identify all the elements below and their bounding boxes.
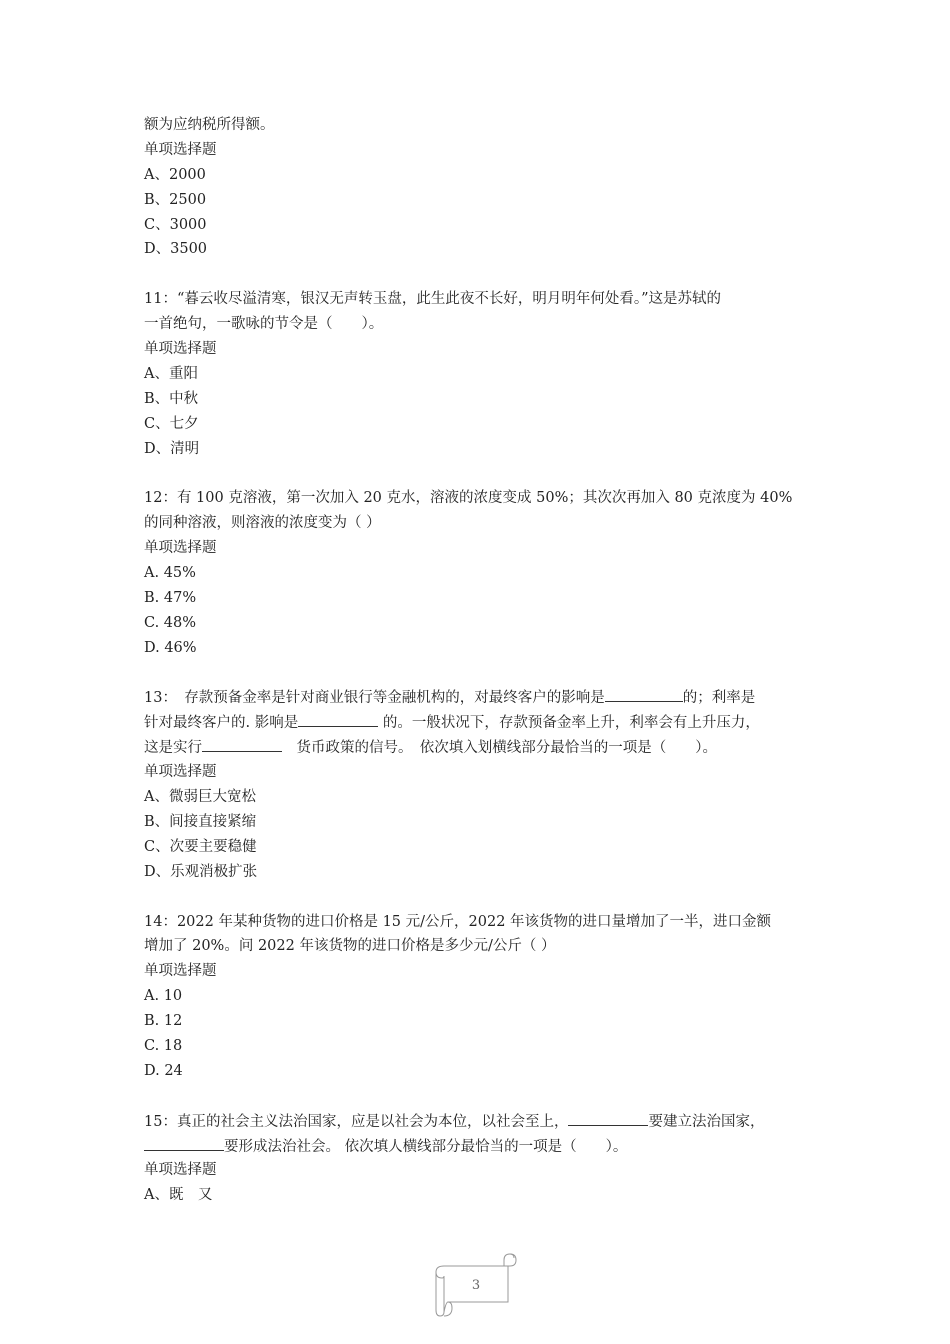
question-text-line: 的同种溶液，则溶液的浓度变为（ ） (144, 515, 381, 532)
question-text: 的。一般状况下，存款预备金率上升，利率会有上升压力， (378, 715, 760, 732)
question-12 (144, 486, 814, 660)
option-b: B. 12 (144, 1013, 183, 1030)
option-b: B、2500 (144, 191, 207, 208)
option-a: A、微弱巨大宽松 (144, 789, 256, 806)
option-c: C、3000 (144, 216, 207, 233)
question-14 (144, 910, 814, 1084)
option-d: D. 24 (144, 1062, 183, 1079)
question-text-line: 11：“暮云收尽溢清寒，银汉无声转玉盘，此生此夜不长好，明月明年何处看。”这是苏轼的 (144, 291, 722, 308)
question-15 (144, 1109, 814, 1209)
option-b: B、中秋 (144, 390, 199, 407)
question-text-line (144, 710, 814, 735)
intro-line: 额为应纳税所得额。 (144, 117, 275, 133)
fill-blank (144, 1134, 224, 1151)
option-c: C、七夕 (144, 415, 199, 432)
question-text: 要形成法治社会。 依次填人横线部分最恰当的一项是（ ）。 (224, 1138, 628, 1155)
question-text-line (144, 1134, 814, 1159)
question-text: 针对最终客户的. 影响是 (144, 715, 299, 732)
question-type: 单项选择题 (144, 341, 217, 358)
option-c: C、次要主要稳健 (144, 838, 257, 855)
question-11 (144, 287, 814, 461)
question-type: 单项选择题 (144, 141, 217, 158)
page-number: 3 (471, 1278, 481, 1293)
question-text: 13： 存款预备金率是针对商业银行等金融机构的，对最终客户的影响是 (144, 690, 605, 707)
question-text-line: 12：有 100 克溶液，第一次加入 20 克水，溶液的浓度变成 50%；其次次再加入 80 克浓度为 40% (144, 490, 793, 507)
question-text: 这是实行 (144, 740, 202, 757)
question-text-line: 14：2022 年某种货物的进口价格是 15 元/公斤，2022 年该货物的进口量增加了一半，进口金额 (144, 913, 772, 930)
option-d: D、乐观消极扩张 (144, 863, 258, 880)
question-type: 单项选择题 (144, 540, 217, 557)
question-text-line: 增加了 20%。问 2022 年该货物的进口价格是多少元/公斤（ ） (144, 938, 556, 955)
option-a: A、既 又 (144, 1187, 213, 1204)
question-text-line (144, 685, 814, 710)
fill-blank (605, 685, 683, 702)
option-b: B、间接直接紧缩 (144, 813, 257, 830)
page-number-scroll (430, 1250, 522, 1320)
fill-blank (568, 1109, 648, 1126)
question-text-line (144, 735, 814, 760)
fill-blank (298, 710, 378, 727)
question-text-line (144, 1109, 814, 1134)
option-a: A、重阳 (144, 365, 198, 382)
question-type: 单项选择题 (144, 764, 217, 781)
option-a: A. 45% (144, 565, 196, 582)
question-type: 单项选择题 (144, 963, 217, 980)
option-c: C. 18 (144, 1037, 183, 1054)
question-text: 要建立法治国家， (648, 1113, 765, 1130)
question-text: 的；利率是 (682, 690, 756, 707)
option-a: A、2000 (144, 166, 206, 183)
option-d: D、清明 (144, 440, 200, 457)
document-page (144, 113, 814, 1208)
option-b: B. 47% (144, 589, 197, 606)
question-type: 单项选择题 (144, 1162, 217, 1179)
question-text-line: 一首绝句，一歌咏的节令是（ ）。 (144, 316, 384, 333)
option-d: D、3500 (144, 241, 208, 258)
fill-blank (202, 735, 282, 752)
option-c: C. 48% (144, 614, 197, 631)
question-10 (144, 138, 814, 262)
option-d: D. 46% (144, 639, 197, 656)
question-13 (144, 685, 814, 884)
question-text: 15：真正的社会主义法治国家，应是以社会为本位，以社会至上， (144, 1113, 569, 1130)
option-a: A. 10 (144, 988, 183, 1005)
question-text: 货币政策的信号。 依次填入划横线部分最恰当的一项是（ ）。 (282, 740, 717, 757)
